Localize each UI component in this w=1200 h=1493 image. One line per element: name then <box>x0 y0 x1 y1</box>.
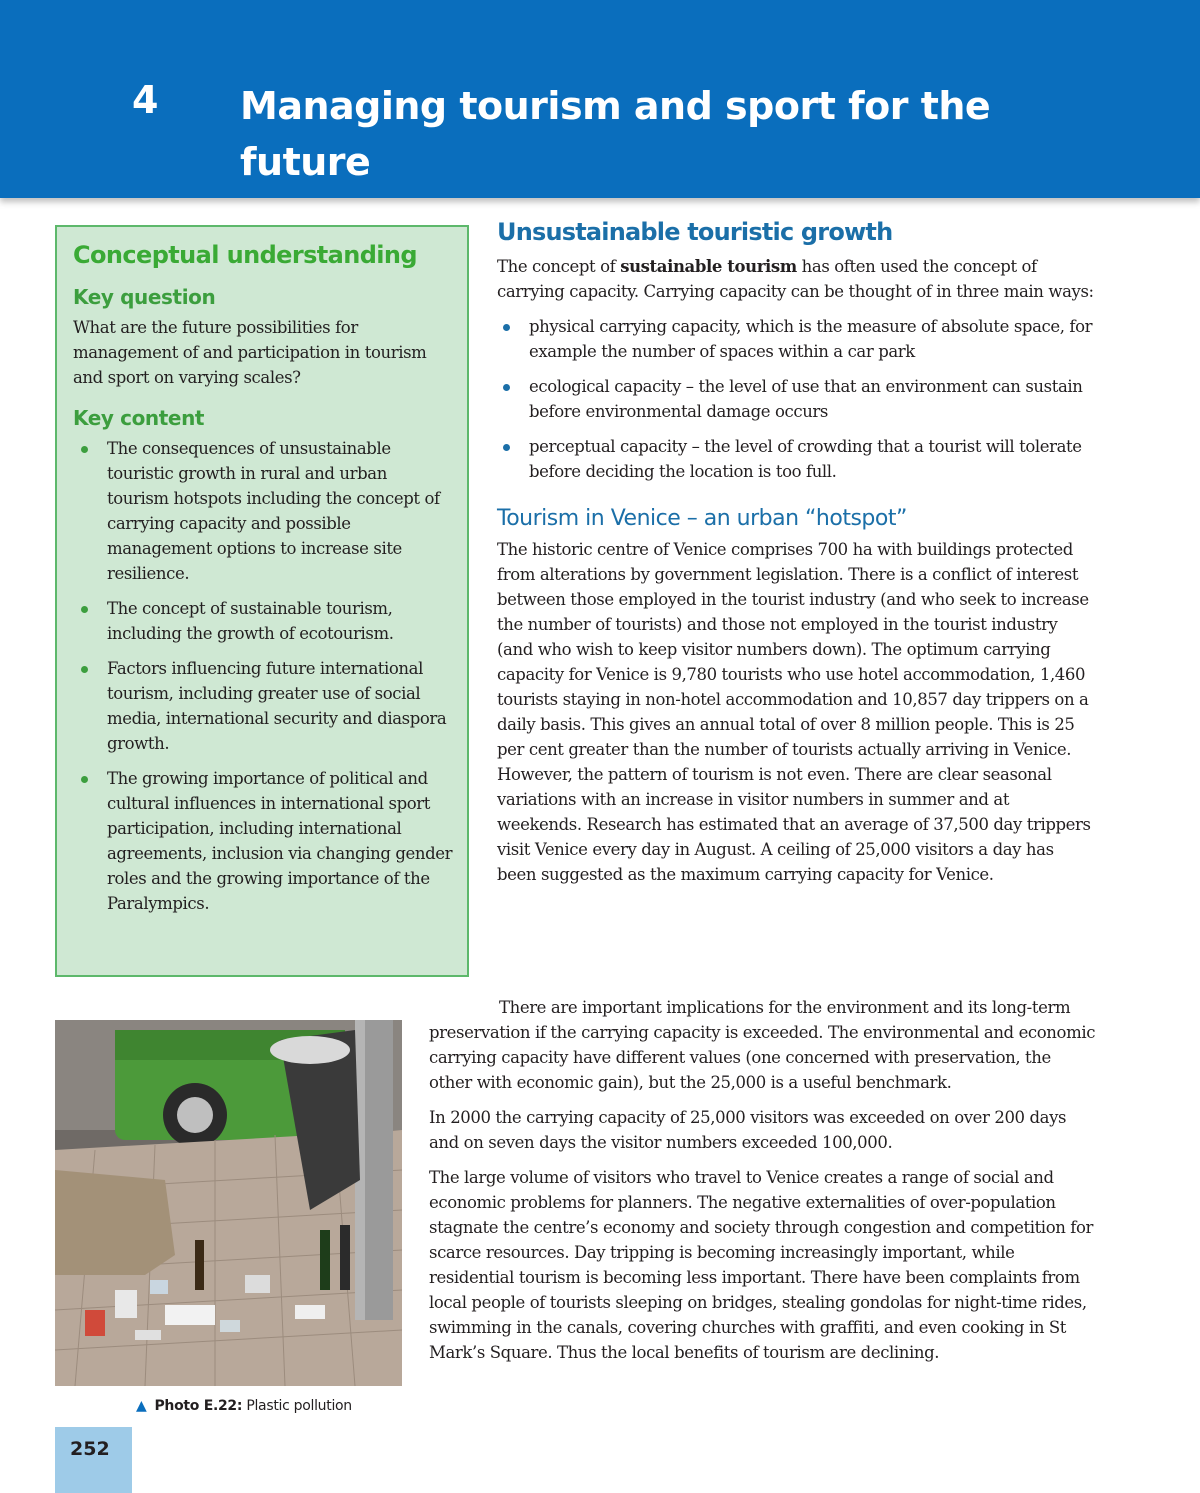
list-item: perceptual capacity – the level of crowding that a tourist will tolerate before deciding the location is too full. <box>497 434 1097 484</box>
key-term: sustainable tourism <box>620 257 797 276</box>
key-content-list <box>73 436 453 916</box>
lower-text-column <box>429 995 1097 1375</box>
main-column <box>497 218 1097 897</box>
bullet-icon <box>503 384 510 391</box>
chapter-title: Managing tourism and sport for the future <box>240 84 991 184</box>
conceptual-understanding-box <box>55 225 469 977</box>
venice-paragraph-3: In 2000 the carrying capacity of 25,000 visitors was exceeded on over 200 days and on seven days the visitor numbers exceeded 100,000. <box>429 1108 1067 1152</box>
key-question-heading: Key question <box>73 285 216 309</box>
photo-caption: ▲ Photo E.22: Plastic pollution <box>136 1398 352 1414</box>
intro-paragraph: The concept of sustainable tourism has often used the concept of carrying capacity. Carrying capacity can be thought of in three main ways: <box>497 257 1094 301</box>
section-heading-venice: Tourism in Venice – an urban “hotspot” <box>497 506 907 531</box>
triangle-icon: ▲ <box>136 1398 147 1414</box>
venice-paragraph-4: The large volume of visitors who travel to Venice creates a range of social and economic problems for planners. The negative externalities of over-population stagnate the centre’s economy and society through congestion and competition for scarce resources. Day tripping is becoming increasingly important, while residential tourism is becoming less important. There have been complaints from local people of tourists sleeping on bridges, stealing gondolas for night-time rides, swimming in the canals, covering churches with graffiti, and even cooking in St Mark’s Square. Thus the local benefits of tourism are declining. <box>429 1168 1094 1362</box>
bullet-icon <box>81 666 88 673</box>
venice-paragraph-2: There are important implications for the environment and its long-term preservation if the carrying capacity is exceeded. The environmental and economic carrying capacity have different values (one concerned with preservation, the other with economic gain), but the 25,000 is a useful benchmark. <box>429 998 1096 1092</box>
box-heading: Conceptual understanding <box>73 241 417 269</box>
list-item: The consequences of unsustainable touristic growth in rural and urban tourism hotspots including the concept of carrying capacity and possible management options to increase site resilience. <box>73 436 453 586</box>
bullet-icon <box>503 444 510 451</box>
list-item: ecological capacity – the level of use that an environment can sustain before environmental damage occurs <box>497 374 1097 424</box>
chapter-number: 4 <box>132 78 159 122</box>
plastic-pollution-photo <box>55 1020 402 1386</box>
section-heading-unsustainable: Unsustainable touristic growth <box>497 218 893 246</box>
key-content-heading: Key content <box>73 406 205 430</box>
stone-planter <box>55 1170 175 1275</box>
capacity-list <box>497 314 1097 484</box>
list-item: Factors influencing future international tourism, including greater use of social media, international security and diaspora growth. <box>73 656 453 756</box>
list-item: The growing importance of political and cultural influences in international sport participation, including international agreements, inclusion via changing gender roles and the growing importance of the Paralympics. <box>73 766 453 916</box>
bullet-icon <box>503 324 510 331</box>
list-item: physical carrying capacity, which is the measure of absolute space, for example the number of spaces within a car park <box>497 314 1097 364</box>
page-number: 252 <box>70 1438 110 1460</box>
venice-paragraph-1: The historic centre of Venice comprises 700 ha with buildings protected from alterations by government legislation. There is a conflict of interest between those employed in the tourist industry (and who seek to increase the number of tourists) and those not employed in the tourist industry (and who wish to keep visitor numbers down). The optimum carrying capacity for Venice is 9,780 tourists who use hotel accommodation, 1,460 tourists staying in non-hotel accommodation and 10,857 day trippers on a daily basis. This gives an annual total of over 8 million people. This is 25 per cent greater than the number of tourists actually arriving in Venice. However, the pattern of tourism is not even. There are clear seasonal variations with an increase in visitor numbers in summer and at weekends. Research has estimated that an average of 37,500 day trippers visit Venice every day in August. A ceiling of 25,000 visitors a day has been suggested as the maximum carrying capacity for Venice. <box>497 540 1091 884</box>
list-item: The concept of sustainable tourism, including the growth of ecotourism. <box>73 596 453 646</box>
chapter-header <box>0 0 1200 198</box>
bullet-icon <box>81 776 88 783</box>
bullet-icon <box>81 606 88 613</box>
page-number-tab <box>55 1427 132 1493</box>
bullet-icon <box>81 446 88 453</box>
key-question-text: What are the future possibilities for management of and participation in tourism and sport on varying scales? <box>73 318 427 387</box>
